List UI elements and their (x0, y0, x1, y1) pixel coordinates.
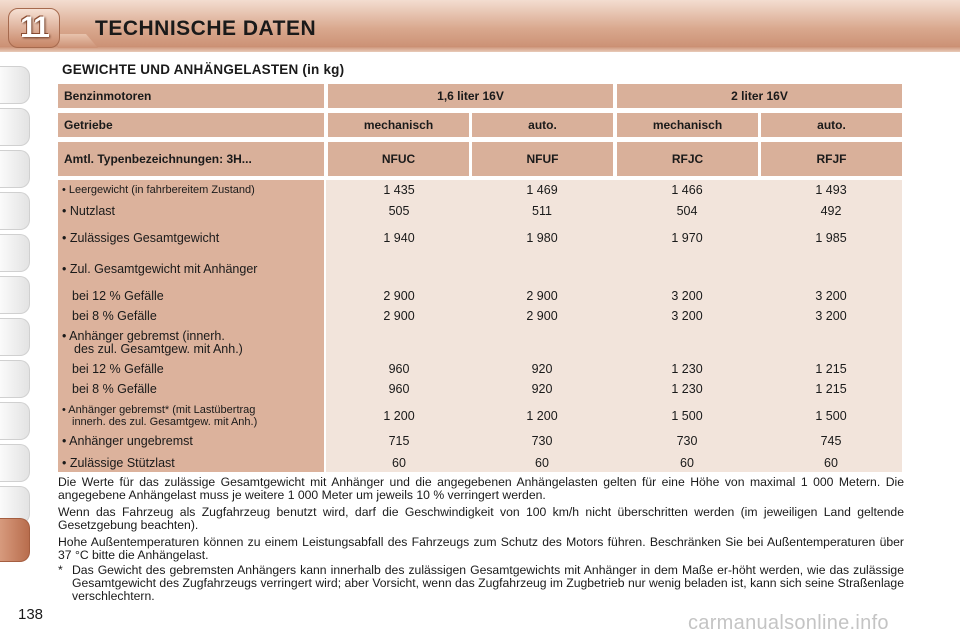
table-cell: 2 900 (383, 309, 415, 323)
table-cell: 492 (820, 204, 842, 218)
table-cell: 1 200 (383, 409, 415, 423)
table-cell: 1 469 (526, 183, 558, 197)
table-body-values (326, 180, 902, 472)
table-cell: 1 230 (671, 362, 703, 376)
gearbox-col-3: mechanisch (617, 113, 758, 137)
table-row-label-line2: innerh. des zul. Gesamtgew. mit Anh.) (72, 416, 258, 428)
table-cell: 60 (535, 456, 549, 470)
table-cell: 2 900 (526, 289, 558, 303)
side-tab[interactable] (0, 444, 30, 482)
table-cell: 1 230 (671, 382, 703, 396)
table-cell: 1 493 (815, 183, 847, 197)
table-row-label: • Zulässige Stützlast (62, 456, 175, 470)
footnote-marker: * (58, 563, 63, 577)
type-label: Amtl. Typenbezeichnungen: 3H... (58, 142, 324, 176)
section-heading: GEWICHTE UND ANHÄNGELASTEN (in kg) (62, 62, 345, 77)
side-tab[interactable] (0, 150, 30, 188)
table-cell: 1 466 (671, 183, 703, 197)
table-cell: 60 (680, 456, 694, 470)
gearbox-col-1: mechanisch (328, 113, 469, 137)
side-tab[interactable] (0, 66, 30, 104)
table-row-label: bei 8 % Gefälle (72, 382, 157, 396)
table-cell: 1 500 (815, 409, 847, 423)
table-cell: 960 (388, 382, 410, 396)
table-cell: 715 (388, 434, 410, 448)
table-cell: 745 (820, 434, 842, 448)
side-tab[interactable] (0, 234, 30, 272)
side-tab[interactable] (0, 108, 30, 146)
table-cell: 960 (388, 362, 410, 376)
table-cell: 3 200 (671, 309, 703, 323)
engines-label: Benzinmotoren (58, 84, 324, 108)
chapter-title: TECHNISCHE DATEN (95, 17, 317, 40)
table-row-label: • Zulässiges Gesamtgewicht (62, 231, 220, 245)
table-cell: 730 (676, 434, 698, 448)
table-row-label: bei 12 % Gefälle (72, 289, 164, 303)
paragraph-altitude-note: Die Werte für das zulässige Gesamtgewicht mit Anhänger und die angegebenen Anhängelasten gelten für eine Höhe von maximal 1 000 Metern. Die angegebene Anhängelast muss je weitere 1 000 Meter um jeweils 10 % verringert werden. (58, 475, 904, 502)
gearbox-col-2: auto. (472, 113, 613, 137)
gearbox-label: Getriebe (58, 113, 324, 137)
page-number: 138 (18, 606, 44, 623)
paragraph-speed-note: Wenn das Fahrzeug als Zugfahrzeug benutzt wird, darf die Geschwindigkeit von 100 km/h nicht überschritten werden (im jeweiligen Land geltende Gesetzgebung beachten). (58, 505, 904, 532)
table-cell: 920 (531, 382, 553, 396)
side-tab[interactable] (0, 276, 30, 314)
table-row-label: • Nutzlast (62, 204, 116, 218)
gearbox-col-4: auto. (761, 113, 902, 137)
table-row-label (62, 330, 243, 356)
table-cell: 1 985 (815, 231, 847, 245)
chapter-number-badge: 11 (8, 8, 60, 48)
type-col-3: RFJC (617, 142, 758, 176)
table-cell: 3 200 (815, 309, 847, 323)
side-tab-active-chapter-11[interactable] (0, 518, 30, 562)
table-cell: 1 215 (815, 362, 847, 376)
side-tab[interactable] (0, 402, 30, 440)
table-cell: 60 (824, 456, 838, 470)
watermark: carmanualsonline.info (688, 612, 889, 634)
table-row-label: bei 12 % Gefälle (72, 362, 164, 376)
table-cell: 504 (676, 204, 698, 218)
table-cell: 2 900 (383, 289, 415, 303)
table-cell: 2 900 (526, 309, 558, 323)
table-cell: 1 500 (671, 409, 703, 423)
table-cell: 730 (531, 434, 553, 448)
engine-1-header: 1,6 liter 16V (328, 84, 613, 108)
table-row-label-line1: • Anhänger gebremst* (mit Lastübertrag (62, 404, 256, 416)
table-row-label: • Anhänger ungebremst (62, 434, 193, 448)
table-cell: 3 200 (815, 289, 847, 303)
table-cell: 920 (531, 362, 553, 376)
type-col-4: RFJF (761, 142, 902, 176)
side-tab[interactable] (0, 360, 30, 398)
table-cell: 3 200 (671, 289, 703, 303)
side-tab[interactable] (0, 318, 30, 356)
engine-2-header: 2 liter 16V (617, 84, 902, 108)
paragraph-temperature-note: Hohe Außentemperaturen können zu einem Leistungsabfall des Fahrzeugs zum Schutz des Motors führen. Beschränken Sie bei Außentemperaturen über 37 °C bitte die Anhängelast. (58, 535, 904, 562)
table-cell: 1 435 (383, 183, 415, 197)
table-cell: 1 980 (526, 231, 558, 245)
type-col-1: NFUC (328, 142, 469, 176)
table-cell: 505 (388, 204, 410, 218)
column-divider (324, 180, 326, 472)
type-col-2: NFUF (472, 142, 613, 176)
table-cell: 1 215 (815, 382, 847, 396)
table-cell: 1 200 (526, 409, 558, 423)
table-cell: 511 (532, 204, 552, 218)
table-row-label: • Leergewicht (in fahrbereitem Zustand) (62, 184, 255, 196)
table-row-label-line1: • Anhänger gebremst (innerh. (62, 329, 225, 343)
footnote-text: Das Gewicht des gebremsten Anhängers kann innerhalb des zulässigen Gesamtgewichts mit Anhänger in dem Maße er-höht werden, wie das zulässige Gesamtgewicht des Zugfahrzeugs verringert wird; aber Vorsicht, wenn das Zugfahrzeug im Zugbetrieb nur wenig beladen ist, kann sich seine Straßenlage verschlechtern. (72, 563, 904, 603)
table-cell: 60 (392, 456, 406, 470)
table-row-label: bei 8 % Gefälle (72, 309, 157, 323)
table-row-label (62, 404, 257, 428)
footnote (58, 564, 904, 603)
table-cell: 1 970 (671, 231, 703, 245)
table-row-label: • Zul. Gesamtgewicht mit Anhänger (62, 262, 258, 276)
table-body-labels (58, 180, 324, 472)
table-row-label-line2: des zul. Gesamtgew. mit Anh.) (74, 342, 243, 356)
side-tab[interactable] (0, 192, 30, 230)
table-cell: 1 940 (383, 231, 415, 245)
